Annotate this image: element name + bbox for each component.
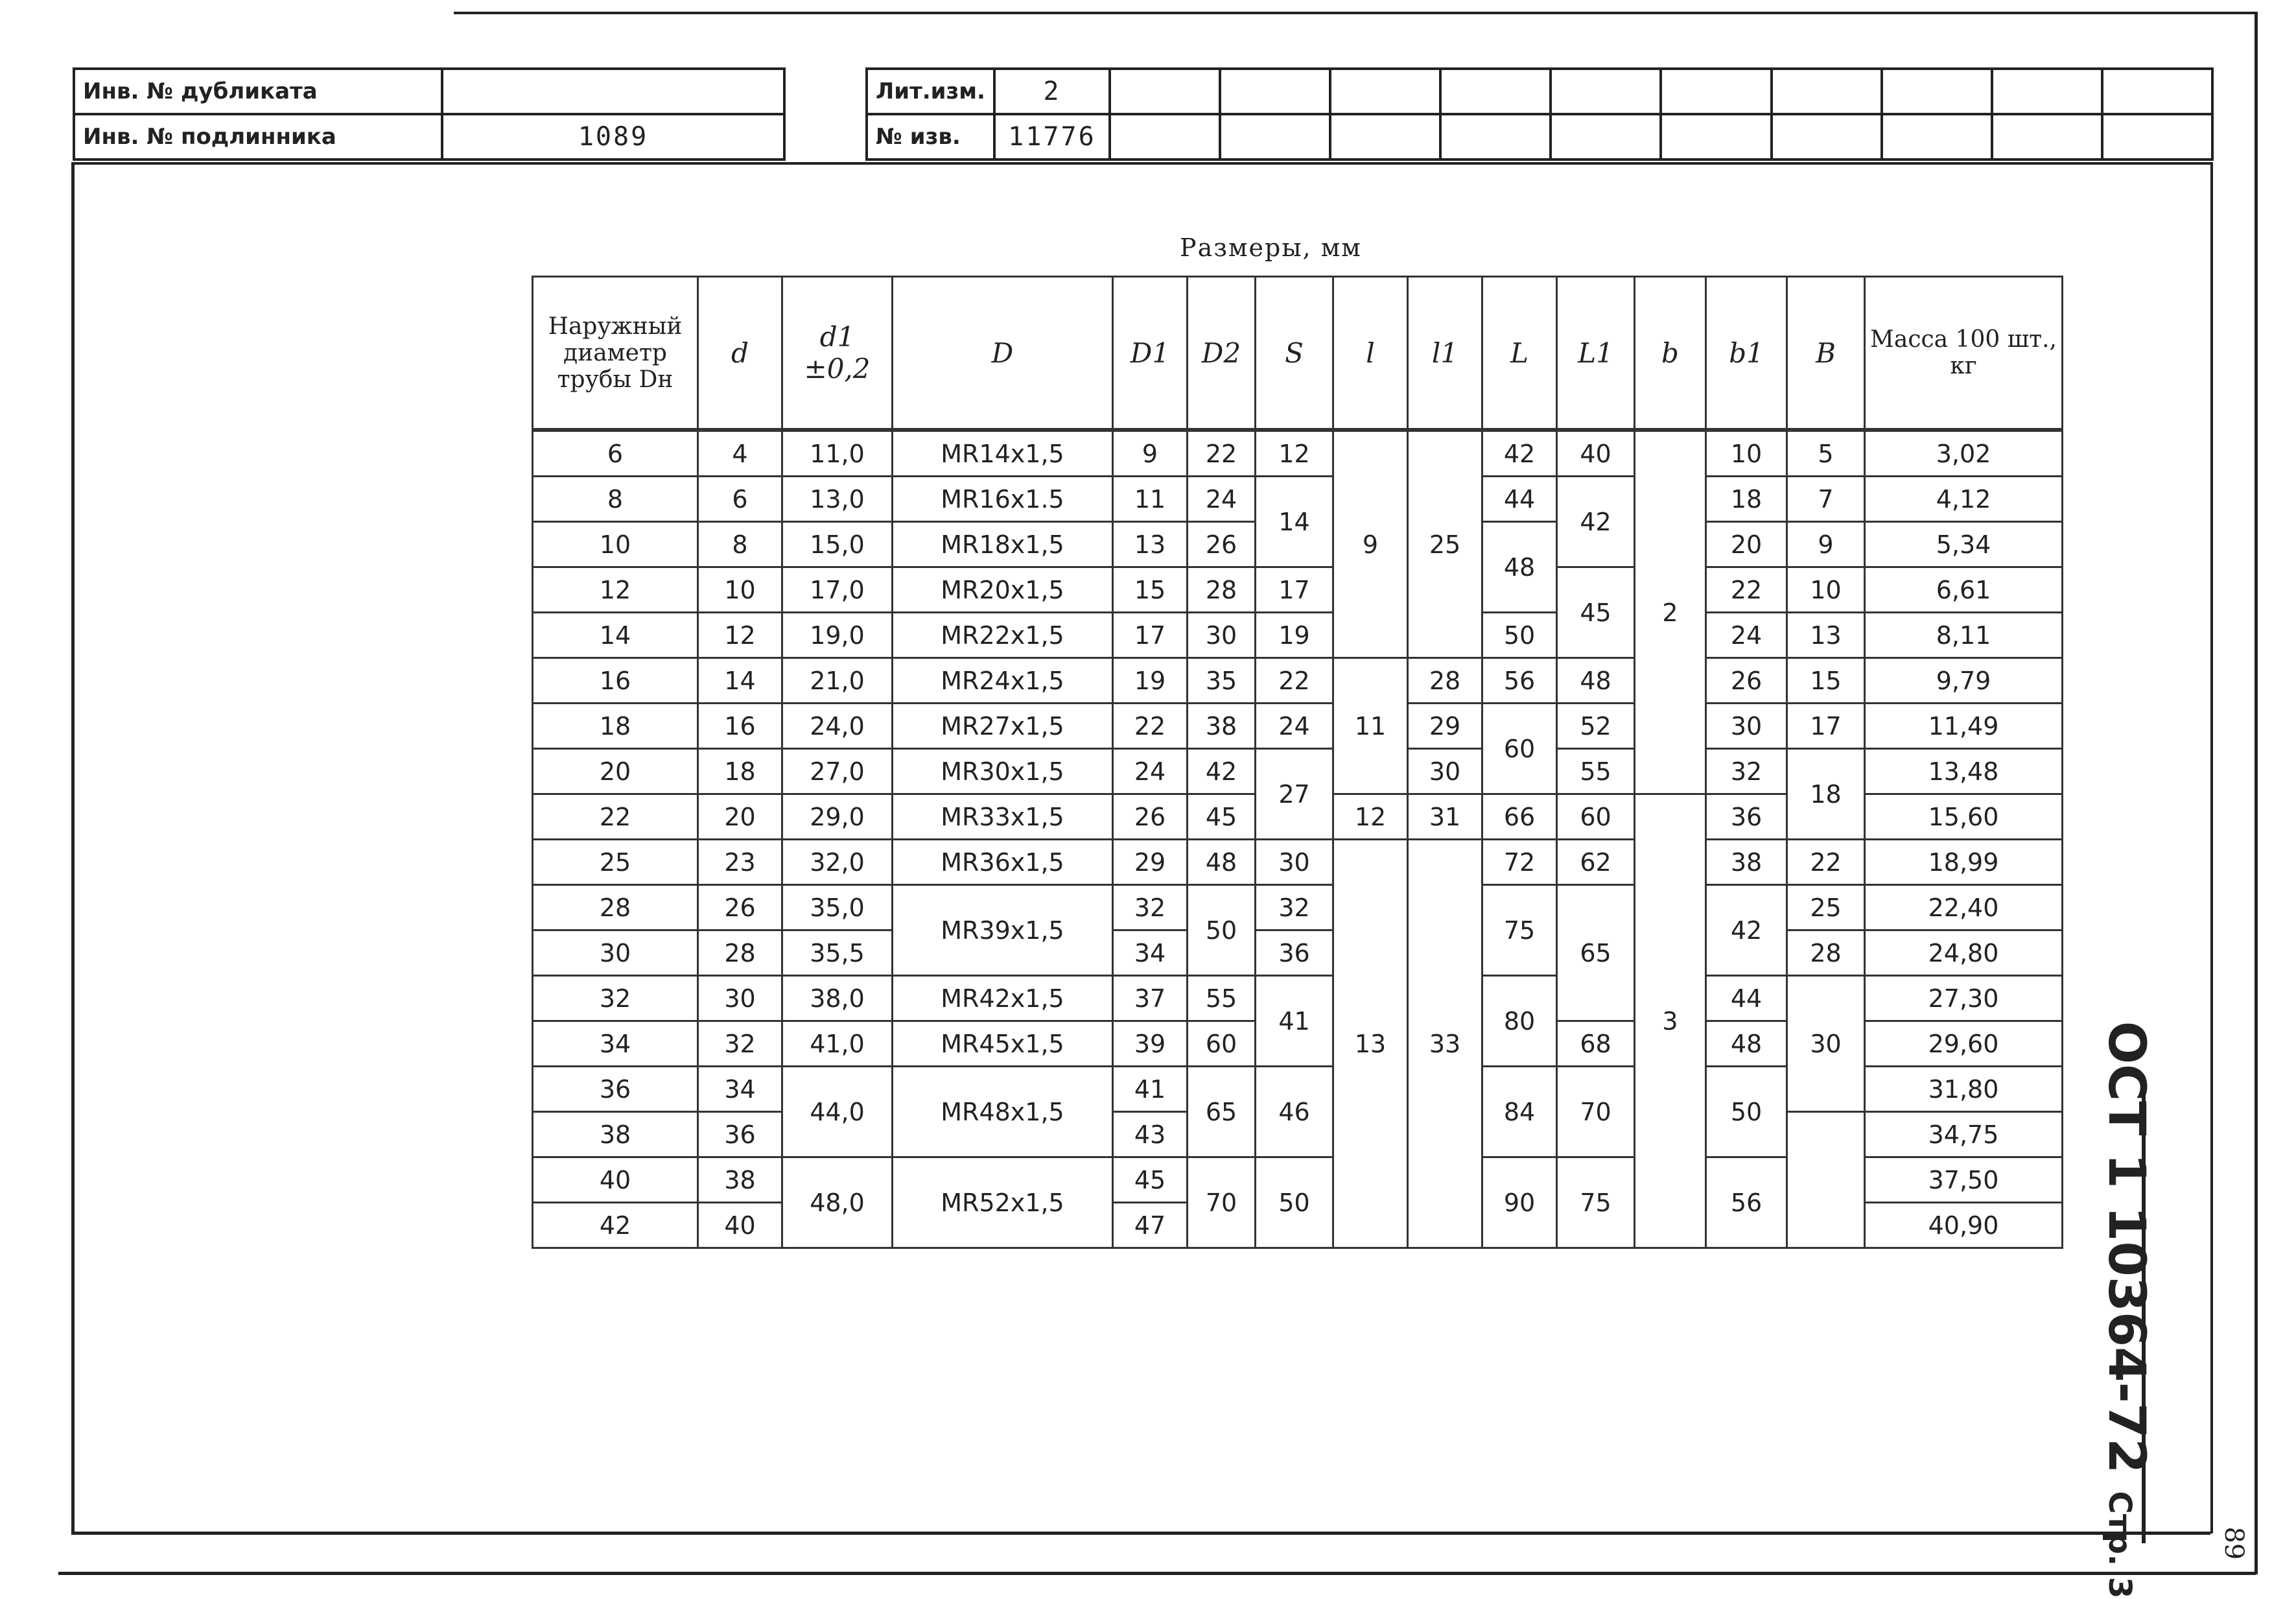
cell-b1: 32 (1706, 749, 1787, 794)
cell-dn: 36 (533, 1067, 698, 1112)
cell-mass: 31,80 (1865, 1067, 2063, 1112)
cell-d1: 41,0 (782, 1021, 893, 1067)
cell-l1: 29 (1408, 704, 1482, 749)
cell-B: 28 (1787, 930, 1865, 976)
cell-D: MR22x1,5 (893, 613, 1113, 658)
cell-S: 36 (1256, 930, 1333, 976)
cell-B: 22 (1787, 840, 1865, 885)
cell-L1: 62 (1557, 840, 1635, 885)
cell-D: MR30x1,5 (893, 749, 1113, 794)
cell-d1: 27,0 (782, 749, 893, 794)
cell-b1: 18 (1706, 477, 1787, 522)
cell-d1: 21,0 (782, 658, 893, 704)
cell-L: 42 (1482, 430, 1557, 477)
cell-dn: 14 (533, 613, 698, 658)
cell-S: 50 (1256, 1157, 1333, 1248)
cell-D1: 37 (1113, 976, 1188, 1021)
col-header-mass: Масса 100 шт., кг (1865, 277, 2063, 431)
frame-inner-right-line (2210, 162, 2213, 1534)
cell-L1: 75 (1557, 1157, 1635, 1248)
cell-B: 7 (1787, 477, 1865, 522)
cell-L1: 45 (1557, 567, 1635, 658)
cell-d: 40 (698, 1203, 782, 1248)
table-row (533, 477, 2063, 522)
cell-D1: 43 (1113, 1112, 1188, 1157)
cell-d: 14 (698, 658, 782, 704)
cell-b1: 20 (1706, 522, 1787, 567)
cell-d: 10 (698, 567, 782, 613)
revision-cell (1110, 69, 1220, 114)
cell-D: MR18x1,5 (893, 522, 1113, 567)
cell-S: 24 (1256, 704, 1333, 749)
cell-mass: 18,99 (1865, 840, 2063, 885)
cell-D: MR45x1,5 (893, 1021, 1113, 1067)
cell-dn: 10 (533, 522, 698, 567)
revision-letter-row (867, 69, 2212, 114)
cell-L: 80 (1482, 976, 1557, 1067)
cell-d1: 38,0 (782, 976, 893, 1021)
cell-L1: 65 (1557, 885, 1635, 1021)
revision-cell (1772, 114, 1882, 160)
cell-l1: 25 (1408, 430, 1482, 658)
cell-d: 36 (698, 1112, 782, 1157)
cell-b: 3 (1635, 794, 1706, 1248)
inventory-stamp (73, 67, 786, 161)
cell-mass: 6,61 (1865, 567, 2063, 613)
cell-L: 56 (1482, 658, 1557, 704)
cell-S: 41 (1256, 976, 1333, 1067)
cell-B: 13 (1787, 613, 1865, 658)
revision-letter-label: Лит.изм. (867, 69, 994, 114)
cell-D1: 15 (1113, 567, 1188, 613)
cell-b1: 24 (1706, 613, 1787, 658)
cell-mass: 34,75 (1865, 1112, 2063, 1157)
cell-mass: 5,34 (1865, 522, 2063, 567)
cell-mass: 15,60 (1865, 794, 2063, 840)
cell-L1: 48 (1557, 658, 1635, 704)
cell-D1: 11 (1113, 477, 1188, 522)
cell-d: 23 (698, 840, 782, 885)
cell-mass: 40,90 (1865, 1203, 2063, 1248)
cell-d1: 35,5 (782, 930, 893, 976)
revision-cell (1661, 114, 1771, 160)
cell-D2: 42 (1188, 749, 1256, 794)
cell-L1: 52 (1557, 704, 1635, 749)
cell-dn: 18 (533, 704, 698, 749)
duplicate-label: Инв. № дубликата (74, 69, 442, 114)
cell-d1: 44,0 (782, 1067, 893, 1157)
designation-text (2097, 1021, 2155, 1599)
cell-mass: 9,79 (1865, 658, 2063, 704)
revision-cell (1551, 69, 1661, 114)
revision-cell (1440, 114, 1551, 160)
cell-mass: 37,50 (1865, 1157, 2063, 1203)
cell-d1: 11,0 (782, 430, 893, 477)
cell-dn: 8 (533, 477, 698, 522)
cell-l: 9 (1333, 430, 1408, 658)
cell-b1: 26 (1706, 658, 1787, 704)
duplicate-value (442, 69, 784, 114)
cell-dn: 6 (533, 430, 698, 477)
cell-L: 90 (1482, 1157, 1557, 1248)
cell-D2: 24 (1188, 477, 1256, 522)
cell-D1: 39 (1113, 1021, 1188, 1067)
frame-top-line (454, 12, 2256, 14)
cell-l1: 30 (1408, 749, 1482, 794)
cell-L1: 55 (1557, 749, 1635, 794)
revision-cell (1882, 69, 1992, 114)
cell-S: 17 (1256, 567, 1333, 613)
cell-b1: 56 (1706, 1157, 1787, 1248)
cell-b1: 38 (1706, 840, 1787, 885)
cell-mass: 13,48 (1865, 749, 2063, 794)
cell-B: 30 (1787, 976, 1865, 1112)
cell-d: 20 (698, 794, 782, 840)
cell-D2: 50 (1188, 885, 1256, 976)
revision-cell (1992, 69, 2102, 114)
cell-L: 50 (1482, 613, 1557, 658)
table-row (533, 430, 2063, 477)
cell-b1: 10 (1706, 430, 1787, 477)
cell-L: 66 (1482, 794, 1557, 840)
cell-D1: 13 (1113, 522, 1188, 567)
cell-D: MR33x1,5 (893, 794, 1113, 840)
revision-cell (1110, 114, 1220, 160)
revision-cell (1772, 69, 1882, 114)
cell-D1: 45 (1113, 1157, 1188, 1203)
cell-S: 19 (1256, 613, 1333, 658)
cell-S: 12 (1256, 430, 1333, 477)
cell-dn: 12 (533, 567, 698, 613)
revision-letter-value: 2 (994, 69, 1110, 114)
cell-D2: 30 (1188, 613, 1256, 658)
cell-D1: 29 (1113, 840, 1188, 885)
cell-mass: 8,11 (1865, 613, 2063, 658)
cell-d: 18 (698, 749, 782, 794)
cell-D1: 22 (1113, 704, 1188, 749)
cell-D2: 35 (1188, 658, 1256, 704)
cell-d: 6 (698, 477, 782, 522)
cell-D1: 17 (1113, 613, 1188, 658)
cell-b1: 30 (1706, 704, 1787, 749)
revision-cell (1882, 114, 1992, 160)
cell-dn: 16 (533, 658, 698, 704)
cell-d: 28 (698, 930, 782, 976)
table-row (533, 704, 2063, 749)
table-row (533, 613, 2063, 658)
cell-d: 8 (698, 522, 782, 567)
frame-right-line (2255, 12, 2258, 1574)
dimensions-table (532, 276, 2063, 1249)
cell-mass: 4,12 (1865, 477, 2063, 522)
cell-d1: 17,0 (782, 567, 893, 613)
cell-L: 84 (1482, 1067, 1557, 1157)
revision-cell (2102, 69, 2212, 114)
table-row (533, 567, 2063, 613)
cell-mass: 3,02 (1865, 430, 2063, 477)
cell-d1: 15,0 (782, 522, 893, 567)
cell-dn: 42 (533, 1203, 698, 1248)
revision-cell (1992, 114, 2102, 160)
cell-d1: 13,0 (782, 477, 893, 522)
cell-D: MR16x1.5 (893, 477, 1113, 522)
col-header-b1: b1 (1706, 277, 1787, 431)
cell-D: MR39x1,5 (893, 885, 1113, 976)
col-header-D: D (893, 277, 1113, 431)
notice-number-label: № изв. (867, 114, 994, 160)
revision-cell (1551, 114, 1661, 160)
cell-b1: 44 (1706, 976, 1787, 1021)
frame-inner-top-line (71, 162, 2210, 165)
revision-cell (1440, 69, 1551, 114)
table-row (533, 976, 2063, 1021)
col-header-d: d (698, 277, 782, 431)
cell-D1: 9 (1113, 430, 1188, 477)
cell-dn: 32 (533, 976, 698, 1021)
page-label: Стр. 3 (2102, 1491, 2138, 1599)
page-number-text: 89 (2219, 1526, 2249, 1560)
table-row (533, 658, 2063, 704)
col-header-B: B (1787, 277, 1865, 431)
revision-cell (1220, 114, 1330, 160)
col-header-L1: L1 (1557, 277, 1635, 431)
cell-D: MR27x1,5 (893, 704, 1113, 749)
col-header-l: l (1333, 277, 1408, 431)
cell-D1: 26 (1113, 794, 1188, 840)
cell-dn: 34 (533, 1021, 698, 1067)
cell-D: MR14x1,5 (893, 430, 1113, 477)
cell-l: 13 (1333, 840, 1408, 1248)
cell-b1: 42 (1706, 885, 1787, 976)
revision-cell (1661, 69, 1771, 114)
cell-dn: 20 (533, 749, 698, 794)
cell-D2: 38 (1188, 704, 1256, 749)
table-row (533, 749, 2063, 794)
frame-inner-left-line (71, 162, 75, 1534)
table-caption: Размеры, мм (1180, 233, 1362, 262)
cell-mass: 27,30 (1865, 976, 2063, 1021)
notice-number-value: 11776 (994, 114, 1110, 160)
cell-mass: 22,40 (1865, 885, 2063, 930)
page-number (2214, 1511, 2253, 1576)
duplicate-row (74, 69, 784, 114)
cell-B (1787, 1112, 1865, 1248)
cell-dn: 30 (533, 930, 698, 976)
original-label: Инв. № подлинника (74, 114, 442, 160)
cell-d: 16 (698, 704, 782, 749)
cell-d1: 19,0 (782, 613, 893, 658)
cell-D2: 60 (1188, 1021, 1256, 1067)
cell-B: 5 (1787, 430, 1865, 477)
cell-L: 72 (1482, 840, 1557, 885)
col-header-S: S (1256, 277, 1333, 431)
revision-cell (1220, 69, 1330, 114)
cell-D2: 70 (1188, 1157, 1256, 1248)
cell-d1: 32,0 (782, 840, 893, 885)
header-row (533, 277, 2063, 431)
cell-dn: 25 (533, 840, 698, 885)
cell-L1: 70 (1557, 1067, 1635, 1157)
cell-mass: 24,80 (1865, 930, 2063, 976)
standard-number: ОСТ 1 10364-72 (2097, 1021, 2155, 1474)
cell-L: 75 (1482, 885, 1557, 976)
cell-D2: 55 (1188, 976, 1256, 1021)
designation-stamp (2061, 1021, 2191, 1599)
cell-L1: 42 (1557, 477, 1635, 567)
cell-l1: 31 (1408, 794, 1482, 840)
cell-B: 17 (1787, 704, 1865, 749)
table-row (533, 885, 2063, 930)
cell-S: 27 (1256, 749, 1333, 840)
cell-D: MR42x1,5 (893, 976, 1113, 1021)
cell-dn: 28 (533, 885, 698, 930)
col-header-l1: l1 (1408, 277, 1482, 431)
cell-d: 32 (698, 1021, 782, 1067)
cell-D2: 65 (1188, 1067, 1256, 1157)
cell-D2: 48 (1188, 840, 1256, 885)
cell-l: 11 (1333, 658, 1408, 794)
cell-S: 30 (1256, 840, 1333, 885)
col-header-D1: D1 (1113, 277, 1188, 431)
cell-D1: 24 (1113, 749, 1188, 794)
cell-D2: 22 (1188, 430, 1256, 477)
cell-D: MR20x1,5 (893, 567, 1113, 613)
cell-D1: 47 (1113, 1203, 1188, 1248)
cell-mass: 11,49 (1865, 704, 2063, 749)
revision-stamp (865, 67, 2214, 161)
col-header-b: b (1635, 277, 1706, 431)
cell-D: MR48x1,5 (893, 1067, 1113, 1157)
cell-b1: 22 (1706, 567, 1787, 613)
revision-cell (1330, 69, 1440, 114)
cell-d1: 24,0 (782, 704, 893, 749)
cell-B: 15 (1787, 658, 1865, 704)
cell-D2: 28 (1188, 567, 1256, 613)
cell-B: 9 (1787, 522, 1865, 567)
cell-L: 44 (1482, 477, 1557, 522)
cell-D: MR36x1,5 (893, 840, 1113, 885)
original-value: 1089 (442, 114, 784, 160)
cell-L: 48 (1482, 522, 1557, 613)
cell-D: MR52x1,5 (893, 1157, 1113, 1248)
cell-d: 38 (698, 1157, 782, 1203)
cell-d: 30 (698, 976, 782, 1021)
cell-D1: 34 (1113, 930, 1188, 976)
cell-L1: 60 (1557, 794, 1635, 840)
cell-B: 25 (1787, 885, 1865, 930)
cell-B: 10 (1787, 567, 1865, 613)
cell-d1: 29,0 (782, 794, 893, 840)
cell-d: 4 (698, 430, 782, 477)
cell-b1: 36 (1706, 794, 1787, 840)
cell-L1: 40 (1557, 430, 1635, 477)
revision-cell (1330, 114, 1440, 160)
col-header-L: L (1482, 277, 1557, 431)
cell-dn: 38 (533, 1112, 698, 1157)
cell-L: 60 (1482, 704, 1557, 794)
frame-inner-bottom-line (71, 1532, 2210, 1535)
cell-D: MR24x1,5 (893, 658, 1113, 704)
cell-l: 12 (1333, 794, 1408, 840)
col-header-d1: d1 ±0,2 (782, 277, 893, 431)
table-row (533, 840, 2063, 885)
cell-D1: 41 (1113, 1067, 1188, 1112)
col-header-dn: Наружный диаметр трубы Dн (533, 277, 698, 431)
revision-cell (2102, 114, 2212, 160)
frame-bottom-line (58, 1572, 2256, 1575)
cell-d: 34 (698, 1067, 782, 1112)
cell-D1: 32 (1113, 885, 1188, 930)
cell-S: 22 (1256, 658, 1333, 704)
cell-dn: 40 (533, 1157, 698, 1203)
notice-number-row (867, 114, 2212, 160)
col-header-D2: D2 (1188, 277, 1256, 431)
cell-l1: 28 (1408, 658, 1482, 704)
cell-S: 46 (1256, 1067, 1333, 1157)
cell-D2: 45 (1188, 794, 1256, 840)
cell-b1: 50 (1706, 1067, 1787, 1157)
original-row (74, 114, 784, 160)
cell-S: 14 (1256, 477, 1333, 567)
cell-d1: 35,0 (782, 885, 893, 930)
cell-D1: 19 (1113, 658, 1188, 704)
cell-S: 32 (1256, 885, 1333, 930)
cell-d: 26 (698, 885, 782, 930)
cell-d: 12 (698, 613, 782, 658)
cell-b: 2 (1635, 430, 1706, 794)
cell-B: 18 (1787, 749, 1865, 840)
cell-D2: 26 (1188, 522, 1256, 567)
cell-mass: 29,60 (1865, 1021, 2063, 1067)
cell-L1: 68 (1557, 1021, 1635, 1067)
cell-b1: 48 (1706, 1021, 1787, 1067)
cell-l1: 33 (1408, 840, 1482, 1248)
table-row (533, 930, 2063, 976)
cell-dn: 22 (533, 794, 698, 840)
cell-d1: 48,0 (782, 1157, 893, 1248)
